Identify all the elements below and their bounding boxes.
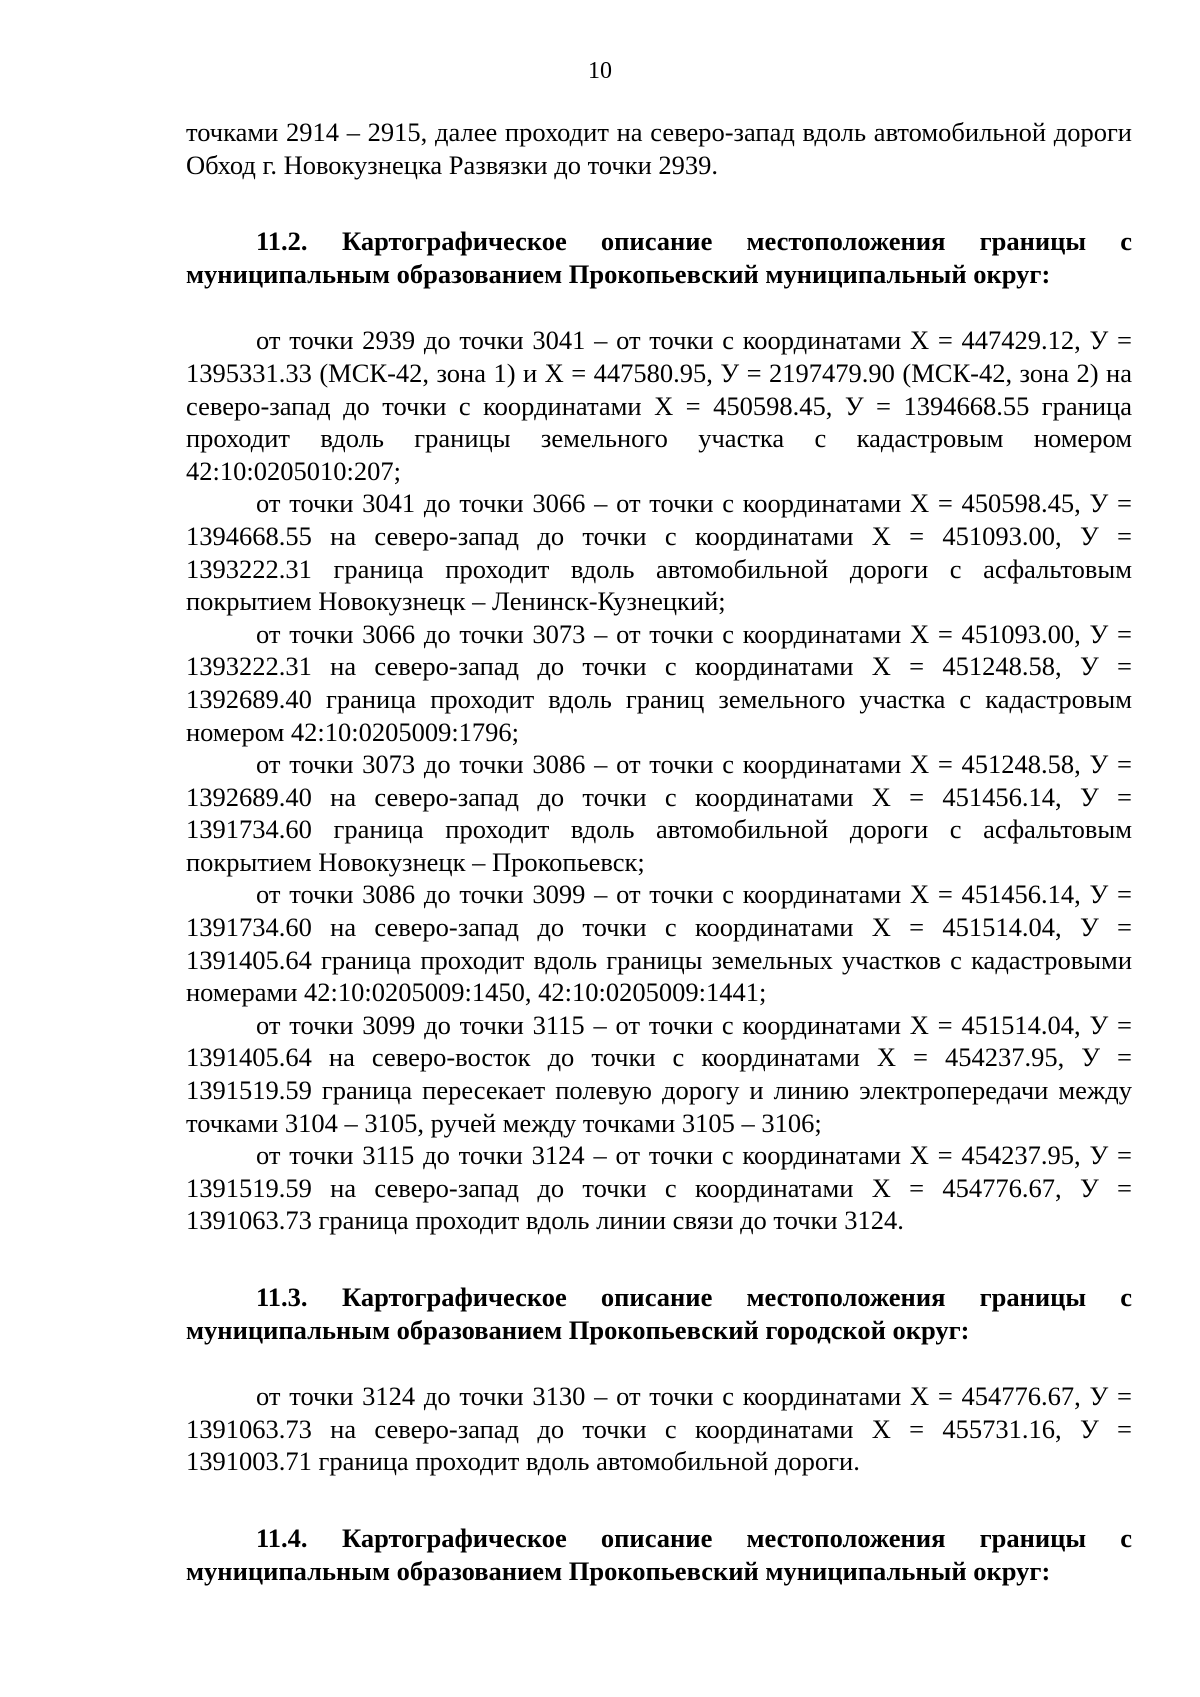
boundary-paragraph: от точки 3115 до точки 3124 – от точки с координатами Х = 454237.95, У = 1391519.59 на северо-запад до точки с координатами Х = 454776.67, У = 1391063.73 граница проходит вдоль линии связи до точки 3124.: [186, 1140, 1132, 1236]
boundary-paragraph: от точки 3066 до точки 3073 – от точки с координатами Х = 451093.00, У = 1393222.31 на северо-запад до точки с координатами Х = 451248.58, У = 1392689.40 граница проходит вдоль границ земельного участка с кадастровым номером 42:10:0205009:1796;: [186, 618, 1132, 747]
boundary-paragraph: от точки 2939 до точки 3041 – от точки с координатами Х = 447429.12, У = 1395331.33 (МСК-42, зона 1) и Х = 447580.95, У = 2197479.90 (МСК-42, зона 2) на северо-запад до точки с координатами Х = 450598.45, У = 1394668.55 граница проходит вдоль границы земельного участка с кадастровым номером 42:10:0205010:207;: [186, 325, 1132, 486]
boundary-paragraph: от точки 3073 до точки 3086 – от точки с координатами Х = 451248.58, У = 1392689.40 на северо-запад до точки с координатами Х = 451456.14, У = 1391734.60 граница проходит вдоль автомобильной дороги с асфальтовым покрытием Новокузнецк – Прокопьевск;: [186, 749, 1132, 877]
page-number: 10: [588, 58, 612, 84]
section-heading-11-3: [186, 1281, 1132, 1346]
boundary-paragraph: от точки 3086 до точки 3099 – от точки с координатами Х = 451456.14, У = 1391734.60 на северо-запад до точки с координатами Х = 451514.04, У = 1391405.64 граница проходит вдоль границы земельных участков с кадастровыми номерами 42:10:0205009:1450, 42:10:0205009:1441;: [186, 879, 1132, 1008]
section-heading-11-4: [186, 1522, 1132, 1587]
boundary-paragraph: от точки 3124 до точки 3130 – от точки с координатами Х = 454776.67, У = 1391063.73 на северо-запад до точки с координатами Х = 455731.16, У = 1391003.71 граница проходит вдоль автомобильной дороги.: [186, 1381, 1132, 1477]
section-title: Картографическое описание местоположения границы с муниципальным образованием Прокопьевский муниципальный округ:: [186, 1522, 1132, 1586]
section-title: Картографическое описание местоположения границы с муниципальным образованием Прокопьевский городской округ:: [186, 1282, 1132, 1345]
section-number: 11.4.: [256, 1522, 308, 1553]
section-heading-11-2: [186, 225, 1132, 290]
document-body: [186, 116, 1132, 1587]
boundary-paragraph: от точки 3041 до точки 3066 – от точки с координатами Х = 450598.45, У = 1394668.55 на северо-запад до точки с координатами Х = 451093.00, У = 1393222.31 граница проходит вдоль автомобильной дороги с асфальтовым покрытием Новокузнецк – Ленинск-Кузнецкий;: [186, 488, 1132, 617]
section-number: 11.2.: [256, 226, 308, 257]
section-title: Картографическое описание местоположения границы с муниципальным образованием Прокопьевский муниципальный округ:: [186, 226, 1132, 289]
intro-paragraph: точками 2914 – 2915, далее проходит на северо-запад вдоль автомобильной дороги Обход г. Новокузнецка Развязки до точки 2939.: [186, 117, 1132, 180]
section-number: 11.3.: [256, 1282, 308, 1312]
boundary-paragraph: от точки 3099 до точки 3115 – от точки с координатами Х = 451514.04, У = 1391405.64 на северо-восток до точки с координатами Х = 454237.95, У = 1391519.59 граница пересекает полевую дорогу и линию электропередачи между точками 3104 – 3105, ручей между точками 3105 – 3106;: [186, 1009, 1132, 1138]
